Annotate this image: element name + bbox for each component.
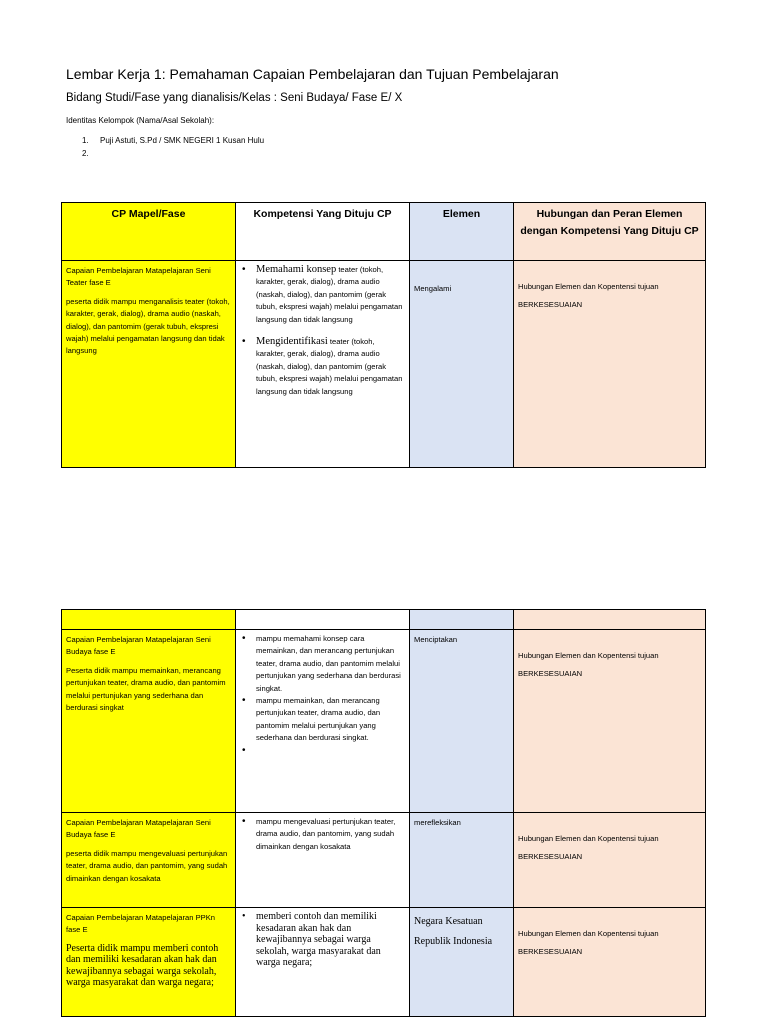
member-item: 1. Puji Astuti, S.Pd / SMK NEGERI 1 Kusan Hulu	[82, 136, 265, 145]
table-header-row	[62, 203, 706, 261]
cp-title: Capaian Pembelajaran Matapelajaran Seni Teater fase E	[66, 266, 211, 288]
kompetensi-item: • mampu mengevaluasi pertunjukan teater, drama audio, dan pantomim, yang sudah dimainkan dengan kosakata	[256, 816, 405, 853]
kompetensi-item: • mampu memainkan, dan merancang pertunjukan teater, drama audio, dan pantomim melalui pertunjukan yang sederhana dan berdurasi singkat.	[256, 695, 405, 745]
hubungan-cell: Hubungan Elemen dan Kopentensi tujuan BERKESESUAIAN	[514, 261, 706, 468]
kompetensi-cell	[236, 908, 410, 1017]
table-header-row	[62, 610, 706, 630]
cp-text: peserta didik mampu menganalisis teater (tokoh, karakter, gerak, dialog), drama audio (naskah, dialog), dan pantomim (gerak tubuh, ekspresi wajah) melalui pengamatan langsung dan tidak langsung	[66, 296, 230, 356]
empty-header-cell	[514, 610, 706, 630]
empty-header-cell	[236, 610, 410, 630]
cp-title: Capaian Pembelajaran Matapelajaran Seni Budaya fase E	[66, 635, 211, 657]
cp-cell	[62, 813, 236, 908]
cp-text: Peserta didik mampu memainkan, merancang pertunjukan teater, drama audio, dan pantomim melalui pertunjukan yang sederhana dan berdurasi singkat	[66, 665, 226, 713]
hubungan-cell: Hubungan Elemen dan Kopentensi tujuan BERKESESUAIAN	[514, 630, 706, 813]
document-subtitle: Bidang Studi/Fase yang dianalisis/Kelas : Seni Budaya/ Fase E/ X	[66, 92, 403, 104]
elemen-cell: merefleksikan	[410, 813, 514, 908]
kompetensi-item: • Memahami konsep teater (tokoh, karakter, gerak, dialog), drama audio (naskah, dialog), dan pantomim (gerak tubuh, ekspresi wajah) melalui pengamatan langsung dan tidak langsung	[256, 264, 405, 326]
hubungan-cell: Hubungan Elemen dan Kopentensi tujuan BERKESESUAIAN	[514, 813, 706, 908]
kompetensi-item: • memberi contoh dan memiliki kesadaran akan hak dan kewajibannya sebagai warga sekolah, warga masyarakat dan warga negara;	[256, 911, 405, 969]
identitas-label: Identitas Kelompok (Nama/Asal Sekolah):	[66, 116, 215, 125]
cp-title: Capaian Pembelajaran Matapelajaran PPKn fase E	[66, 913, 216, 935]
kompetensi-item	[256, 745, 405, 758]
table-row	[62, 630, 706, 813]
cp-text: Peserta didik mampu memberi contoh dan memiliki kesadaran akan hak dan kewajibannya sebagai warga sekolah, warga masyarakat dan warga negara;	[66, 942, 219, 989]
document-title: Lembar Kerja 1: Pemahaman Capaian Pembelajaran dan Tujuan Pembelajaran	[66, 66, 559, 82]
elemen-cell: Menciptakan	[410, 630, 514, 813]
table-row	[62, 813, 706, 908]
kompetensi-cell	[236, 261, 410, 468]
member-item: 2.	[82, 149, 89, 158]
cp-analysis-table-1	[61, 202, 706, 468]
cp-analysis-table-2	[61, 609, 706, 1017]
table-row	[62, 261, 706, 468]
empty-header-cell	[62, 610, 236, 630]
table-row	[62, 908, 706, 1017]
hubungan-cell: Hubungan Elemen dan Kopentensi tujuan BERKESESUAIAN	[514, 908, 706, 1017]
header-hubungan: Hubungan dan Peran Elemen dengan Kompetensi Yang Dituju CP	[514, 203, 706, 261]
cp-text: peserta didik mampu mengevaluasi pertunjukan teater, drama audio, dan pantomim, yang sudah dimainkan dengan kosakata	[66, 848, 228, 883]
header-kompetensi: Kompetensi Yang Dituju CP	[236, 203, 410, 261]
kompetensi-cell	[236, 630, 410, 813]
header-elemen: Elemen	[410, 203, 514, 261]
kompetensi-item: • mampu memahami konsep cara memainkan, dan merancang pertunjukan teater, drama audio, dan pantomim melalui pertunjukan yang sederhana dan berdurasi singkat.	[256, 633, 405, 695]
cp-title: Capaian Pembelajaran Matapelajaran Seni Budaya fase E	[66, 818, 211, 840]
member-list	[82, 136, 264, 162]
elemen-cell: Mengalami	[410, 261, 514, 468]
empty-header-cell	[410, 610, 514, 630]
kompetensi-item: • Mengidentifikasi teater (tokoh, karakter, gerak, dialog), drama audio (naskah, dialog), dan pantomim (gerak tubuh, ekspresi wajah) melalui pengamatan langsung dan tidak langsung	[256, 336, 405, 398]
elemen-cell: Negara Kesatuan Republik Indonesia	[410, 908, 514, 1017]
kompetensi-cell	[236, 813, 410, 908]
cp-cell	[62, 908, 236, 1017]
cp-cell	[62, 261, 236, 468]
cp-cell	[62, 630, 236, 813]
header-cp-mapel: CP Mapel/Fase	[62, 203, 236, 261]
